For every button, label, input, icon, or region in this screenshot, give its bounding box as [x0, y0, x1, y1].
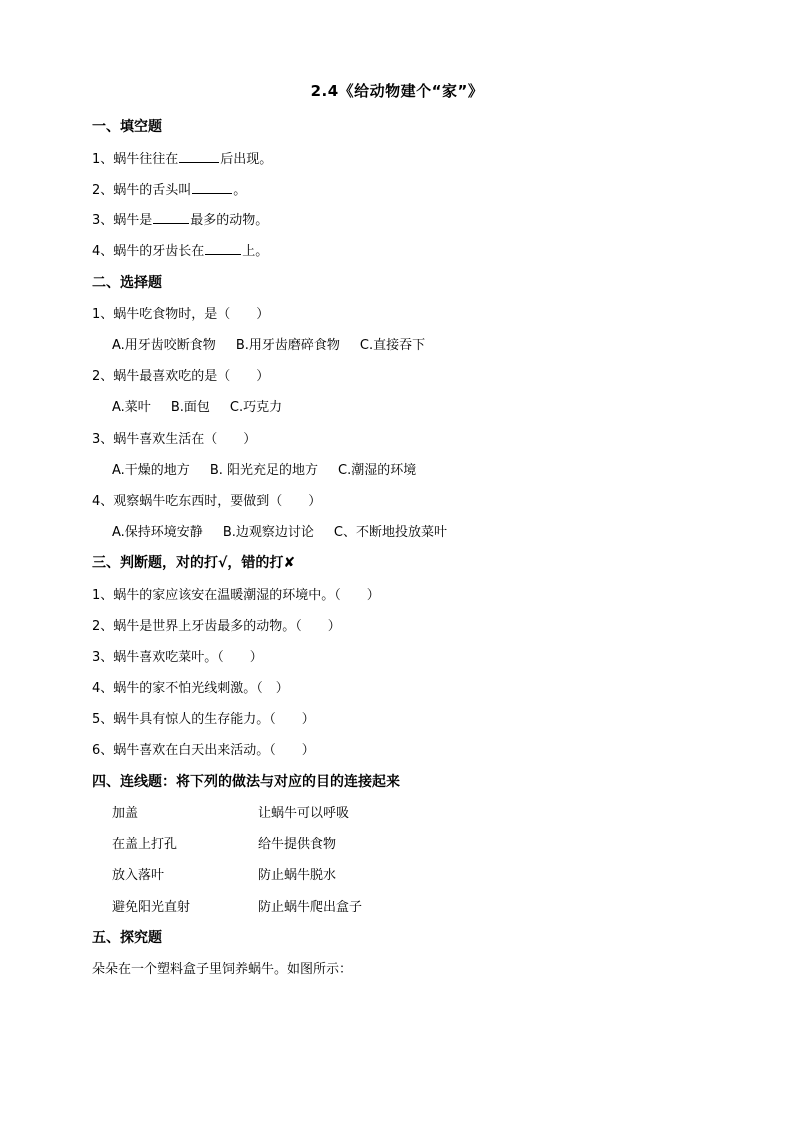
true-false-item-1: 1、蜗牛的家应该安在温暖潮湿的环境中。（ ）	[92, 588, 380, 603]
matching-left-item-4: 避免阳光直射	[112, 900, 191, 915]
section-true-false-heading: 三、判断题，对的打√，错的打✘	[92, 555, 296, 571]
choice-options-3	[112, 459, 416, 478]
question-text: 。	[233, 183, 247, 198]
matching-right-item-3: 防止蜗牛脱水	[258, 868, 337, 883]
option-a: A.菜叶	[112, 400, 151, 415]
question-text: 最多的动物。	[190, 213, 269, 228]
matching-left-item-2: 在盖上打孔	[112, 837, 178, 852]
answer-blank	[153, 209, 189, 224]
matching-right-item-4: 防止蜗牛爬出盒子	[258, 900, 363, 915]
question-text: 2、蜗牛的舌头叫	[92, 183, 192, 198]
choice-question-3: 3、蜗牛喜欢生活在（ ）	[92, 432, 257, 447]
page-title: 2.4《给动物建个“家”》	[310, 82, 484, 100]
inquiry-text: 朵朵在一个塑料盒子里饲养蜗牛。如图所示：	[92, 962, 353, 977]
choice-question-4: 4、观察蜗牛吃东西时，要做到（ ）	[92, 494, 322, 509]
choice-question-2: 2、蜗牛最喜欢吃的是（ ）	[92, 369, 270, 384]
option-c: C.巧克力	[229, 400, 283, 415]
matching-right-item-1: 让蜗牛可以呼吸	[258, 806, 350, 821]
section-choice-heading: 二、选择题	[92, 275, 162, 291]
option-b: B.边观察边讨论	[222, 525, 314, 540]
option-a: A.用牙齿咬断食物	[112, 338, 216, 353]
matching-left-item-3: 放入落叶	[112, 868, 165, 883]
matching-left-item-1: 加盖	[112, 806, 139, 821]
option-c: C.直接吞下	[359, 338, 426, 353]
option-c: C、不断地投放菜叶	[333, 525, 447, 540]
true-false-item-6: 6、蜗牛喜欢在白天出来活动。（ ）	[92, 743, 315, 758]
section-inquiry-heading: 五、探究题	[92, 930, 162, 946]
choice-options-4	[112, 521, 447, 540]
true-false-item-3: 3、蜗牛喜欢吃菜叶。（ ）	[92, 650, 263, 665]
answer-blank	[205, 240, 241, 255]
true-false-item-4: 4、蜗牛的家不怕光线刺激。（ ）	[92, 681, 289, 696]
question-text: 上。	[242, 244, 269, 259]
option-a: A.保持环境安静	[112, 525, 203, 540]
fill-blank-question-4	[92, 240, 268, 259]
answer-blank	[179, 148, 219, 163]
true-false-item-2: 2、蜗牛是世界上牙齿最多的动物。（ ）	[92, 619, 341, 634]
fill-blank-question-2	[92, 179, 246, 198]
question-text: 1、蜗牛往往在	[92, 152, 179, 167]
choice-question-1: 1、蜗牛吃食物时，是（ ）	[92, 307, 270, 322]
option-b: B.用牙齿磨碎食物	[235, 338, 340, 353]
option-b: B.面包	[170, 400, 210, 415]
option-a: A.干燥的地方	[112, 463, 190, 478]
choice-options-1	[112, 334, 425, 353]
true-false-item-5: 5、蜗牛具有惊人的生存能力。（ ）	[92, 712, 315, 727]
fill-blank-question-1	[92, 148, 272, 167]
matching-right-item-2: 给牛提供食物	[258, 837, 337, 852]
section-fill-blank-heading: 一、填空题	[92, 119, 162, 135]
option-b: B. 阳光充足的地方	[209, 463, 318, 478]
section-matching-heading: 四、连线题：将下列的做法与对应的目的连接起来	[92, 774, 400, 790]
question-text: 后出现。	[220, 152, 273, 167]
fill-blank-question-3	[92, 209, 268, 228]
question-text: 4、蜗牛的牙齿长在	[92, 244, 205, 259]
option-c: C.潮湿的环境	[338, 463, 417, 478]
question-text: 3、蜗牛是	[92, 213, 153, 228]
choice-options-2	[112, 396, 282, 415]
answer-blank	[192, 179, 232, 194]
